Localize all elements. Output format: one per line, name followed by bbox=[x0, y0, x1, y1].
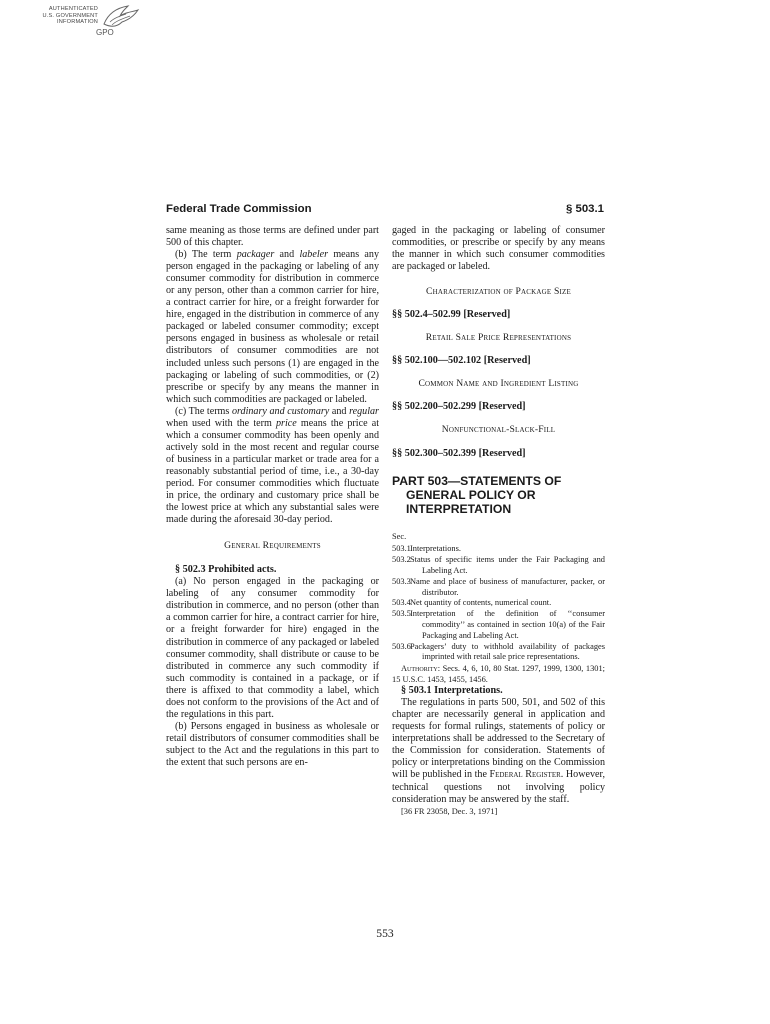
toc-number: 503.4 bbox=[392, 598, 411, 608]
toc-item bbox=[392, 544, 605, 555]
toc-text: Status of specific items under the Fair Packaging and Labeling Act. bbox=[410, 555, 605, 575]
federal-register: Federal Register bbox=[489, 769, 561, 781]
paragraph-b-packager: (b) The term packager and labeler means any person engaged in the packaging or labeling of any consumer commodity for distribution in commerce or any person, other than a common carrier for hire, a contract carrier for hire, or a freight forwarder for hire, engaged in the distribution in commerce of any packaged or labeled consumer commodity; except persons engaged in business as wholesale or retail distributors of consumer commodities are not included unless such persons (1) are engaged in the packaging or labeling of such commodities, or (2) prescribe or specify by any means the manner in which such commodities are packaged or labeled. bbox=[166, 249, 379, 405]
page-number: 553 bbox=[376, 927, 394, 940]
subheading-retail-sale: Retail Sale Price Representations bbox=[425, 332, 572, 344]
term-regular: regular bbox=[349, 405, 379, 417]
paragraph: same meaning as those terms are defined under part 500 of this chapter. bbox=[166, 225, 379, 249]
left-column bbox=[166, 225, 379, 769]
toc-text: Packagers’ duty to withhold availability of packages imprinted with retail sale price representations. bbox=[410, 641, 605, 662]
toc-item bbox=[392, 642, 605, 664]
toc-number: 503.1 bbox=[392, 544, 411, 554]
subheading-common-name: Common Name and Ingredient Listing bbox=[418, 378, 579, 390]
authority-label: Authority: bbox=[401, 664, 441, 674]
section-heading-502-3: § 502.3 Prohibited acts. bbox=[175, 564, 277, 576]
subheading-characterization: Characterization of Package Size bbox=[426, 286, 571, 298]
toc-number: 503.3 bbox=[392, 576, 411, 586]
toc-number: 503.5 bbox=[392, 609, 411, 619]
toc-text: Net quantity of contents, numerical count. bbox=[410, 598, 552, 608]
toc-text: Name and place of business of manufacturer, packer, or distributor. bbox=[410, 576, 605, 597]
running-head bbox=[166, 203, 604, 219]
toc-text: Interpretations. bbox=[410, 544, 461, 554]
paragraph-interpretations: The regulations in parts 500, 501, and 502 of this chapter are necessarily general in application and requests for formal rulings, statements of policy or interpretations shall be addressed to the Secretary of the Commission for consideration. Statements of policy or interpretations binding on the Commission will be published in the Federal Register. However, technical questions not involving policy consideration may be answered by the staff. bbox=[392, 697, 605, 805]
term-packager: packager bbox=[236, 249, 275, 261]
term-price: price bbox=[276, 417, 297, 429]
section-heading-503-1: § 503.1 Interpretations. bbox=[401, 685, 503, 697]
toc-item bbox=[392, 598, 605, 609]
term-labeler: labeler bbox=[299, 249, 329, 261]
table-of-contents bbox=[392, 532, 605, 664]
part-title: PART 503—STATEMENTS OF GENERAL POLICY OR INTERPRETATION bbox=[392, 473, 562, 516]
citation: [36 FR 23058, Dec. 3, 1971] bbox=[401, 806, 498, 816]
toc-text: Interpretation of the definition of ‘‘consumer commodity’’ as contained in section 10(a) of the Fair Packaging and Labeling Act. bbox=[410, 609, 605, 640]
gpo-label: GPO bbox=[96, 28, 114, 37]
paragraph-b-distributors: (b) Persons engaged in business as wholesale or retail distributors of consumer commodities shall be subject to the Act and the regulations in this part to the extent that such persons are en- bbox=[166, 720, 379, 768]
section-marker: § 503.1 bbox=[565, 203, 604, 215]
paragraph-a-prohibited: (a) No person engaged in the packaging or labeling of any consumer commodity for distribution in commerce, and no person (other than a common carrier for hire, a contract carrier for hire, or a freight forwarder for hire) engaged in the distribution in commerce of any packaged or labeled consumer commodity, shall distribute or cause to be distributed in commerce any such commodity if such commodity is contained in a package, or if there is affixed to that commodity a label, which does not conform to the provisions of the Act and of the regulations in this part. bbox=[166, 576, 379, 720]
reserved-heading-2: §§ 502.100—502.102 [Reserved] bbox=[392, 355, 531, 367]
stamp-line-1: AUTHENTICATED bbox=[48, 6, 98, 12]
toc-label: Sec. bbox=[392, 531, 407, 541]
toc-number: 503.6 bbox=[392, 641, 411, 651]
authority-text: Secs. 4, 6, 10, 80 Stat. 1297, 1999, 1300, 1301; 15 U.S.C. 1453, 1455, 1456. bbox=[392, 664, 605, 685]
toc-item bbox=[392, 577, 605, 599]
agency-title: Federal Trade Commission bbox=[166, 203, 312, 215]
subheading-nonfunctional: Nonfunctional-Slack-Fill bbox=[441, 424, 556, 436]
paragraph-c-price: (c) The terms ordinary and customary and regular when used with the term price means the price at which a consumer commodity has been openly and actively sold in the most recent and regular course of business in a particular market or trade area for a reasonably substantial period of time, i.e., a 30-day period. For consumer commodities which fluctuate in price, the ordinary and customary price shall be the lowest price at which any substantial sales were made during the aforesaid 30-day period. bbox=[166, 405, 380, 526]
toc-item bbox=[392, 609, 605, 641]
reserved-heading-3: §§ 502.200–502.299 [Reserved] bbox=[392, 401, 526, 413]
term-ordinary: ordinary and customary bbox=[231, 405, 330, 417]
stamp-line-2: U.S. GOVERNMENT bbox=[42, 12, 98, 19]
subheading-general-requirements: General Requirements bbox=[224, 540, 321, 552]
paragraph: gaged in the packaging or labeling of consumer commodities, or prescribe or specify by any means the manner in which such consumer commodities are packaged or labeled. bbox=[392, 225, 605, 273]
toc-item bbox=[392, 555, 605, 577]
toc-number: 503.2 bbox=[392, 555, 411, 565]
stamp-line-3: INFORMATION bbox=[57, 19, 98, 26]
right-column bbox=[392, 225, 605, 817]
authority-note bbox=[392, 663, 605, 685]
reserved-heading-4: §§ 502.300–502.399 [Reserved] bbox=[392, 447, 526, 459]
reserved-heading-1: §§ 502.4–502.99 [Reserved] bbox=[392, 309, 511, 321]
gpo-stamp-text bbox=[26, 6, 98, 26]
